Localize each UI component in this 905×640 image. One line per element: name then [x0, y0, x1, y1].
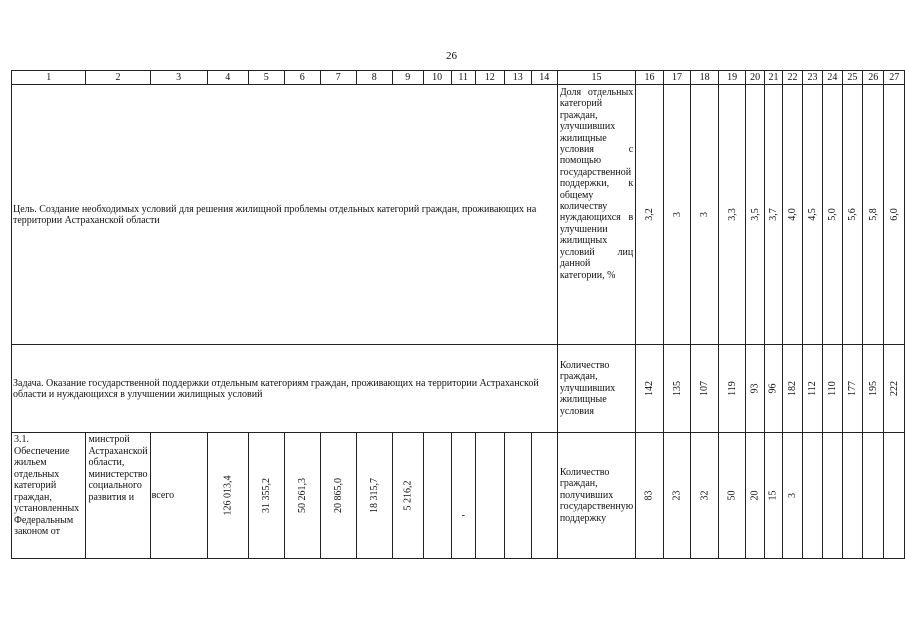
- col-header: 26: [863, 71, 884, 85]
- amount-cell: 50 261,3: [284, 433, 320, 559]
- task-value: 112: [802, 345, 822, 433]
- goal-value: 3,7: [764, 85, 782, 345]
- col-header: 2: [86, 71, 150, 85]
- task-value: 107: [691, 345, 719, 433]
- col-header: 7: [320, 71, 356, 85]
- amount-cell: 20 865,0: [320, 433, 356, 559]
- task-row: [12, 345, 905, 433]
- goal-value: 6,0: [884, 85, 905, 345]
- measure-value: [823, 433, 843, 559]
- goal-text: Цель. Создание необходимых условий для решения жилищной проблемы отдельных категорий граждан, проживающих на территории Астраханской области: [12, 85, 558, 345]
- goal-value: 3: [691, 85, 719, 345]
- col-header: 4: [207, 71, 248, 85]
- measure-executor: минстрой Астраханской области, министерство социального развития и: [86, 433, 150, 559]
- col-header: 19: [718, 71, 746, 85]
- col-header: 9: [392, 71, 423, 85]
- amount-cell: 5 216,2: [392, 433, 423, 559]
- col-header: 14: [531, 71, 557, 85]
- goal-indicator: Доля отдельных категорий граждан, улучшивших жилищные условия с помощью государственной поддержки, к общему количеству нуждающихся в улучшении жилищных условий лиц данной категории, %: [557, 85, 635, 345]
- amount-cell: [423, 433, 451, 559]
- program-table: [11, 70, 905, 559]
- goal-value: 5,8: [863, 85, 884, 345]
- measure-value: [802, 433, 822, 559]
- goal-row: [12, 85, 905, 345]
- task-value: 182: [783, 345, 803, 433]
- task-indicator: Количество граждан, улучшивших жилищные условия: [557, 345, 635, 433]
- amount-cell: [504, 433, 531, 559]
- col-header: 13: [504, 71, 531, 85]
- goal-value: 4,0: [783, 85, 803, 345]
- amount-cell: -: [451, 433, 475, 559]
- col-header: 16: [636, 71, 664, 85]
- amount-cell: [531, 433, 557, 559]
- col-header: 18: [691, 71, 719, 85]
- col-header: 23: [802, 71, 822, 85]
- task-value: 177: [842, 345, 862, 433]
- task-value: 142: [636, 345, 664, 433]
- goal-value: 5,6: [842, 85, 862, 345]
- task-value: 195: [863, 345, 884, 433]
- task-value: 119: [718, 345, 746, 433]
- page-number: 26: [446, 50, 457, 62]
- measure-value: 15: [764, 433, 782, 559]
- goal-value: 3,3: [718, 85, 746, 345]
- col-header: 25: [842, 71, 862, 85]
- measure-value: [884, 433, 905, 559]
- measure-value: 50: [718, 433, 746, 559]
- col-header: 12: [475, 71, 504, 85]
- amount-cell: 31 355,2: [248, 433, 284, 559]
- amount-cell: [475, 433, 504, 559]
- col-header: 6: [284, 71, 320, 85]
- goal-value: 5,0: [823, 85, 843, 345]
- col-header: 11: [451, 71, 475, 85]
- goal-value: 3,5: [746, 85, 764, 345]
- measure-row: [12, 433, 905, 559]
- amount-cell: 18 315,7: [356, 433, 392, 559]
- measure-name: 3.1. Обеспечение жильем отдельных категорий граждан, установленных Федеральным законом от: [12, 433, 86, 559]
- col-header: 27: [884, 71, 905, 85]
- col-header: 1: [12, 71, 86, 85]
- column-number-row: [12, 71, 905, 85]
- measure-value: 20: [746, 433, 764, 559]
- col-header: 17: [663, 71, 691, 85]
- task-value: 222: [884, 345, 905, 433]
- measure-value: [863, 433, 884, 559]
- measure-indicator: Количество граждан, получивших государственную поддержку: [557, 433, 635, 559]
- col-header: 22: [783, 71, 803, 85]
- measure-value: 23: [663, 433, 691, 559]
- measure-value: 3: [783, 433, 803, 559]
- task-value: 135: [663, 345, 691, 433]
- task-value: 96: [764, 345, 782, 433]
- col-header: 21: [764, 71, 782, 85]
- col-header: 10: [423, 71, 451, 85]
- funding-source: всего: [150, 433, 207, 559]
- task-text: Задача. Оказание государственной поддержки отдельным категориям граждан, проживающих на территории Астраханской области и нуждающихся в улучшении жилищных условий: [12, 345, 558, 433]
- col-header: 3: [150, 71, 207, 85]
- goal-value: 3,2: [636, 85, 664, 345]
- col-header: 8: [356, 71, 392, 85]
- goal-value: 3: [663, 85, 691, 345]
- measure-value: 32: [691, 433, 719, 559]
- amount-cell: 126 013,4: [207, 433, 248, 559]
- measure-value: [842, 433, 862, 559]
- goal-value: 4,5: [802, 85, 822, 345]
- col-header: 5: [248, 71, 284, 85]
- task-value: 110: [823, 345, 843, 433]
- col-header: 24: [823, 71, 843, 85]
- task-value: 93: [746, 345, 764, 433]
- col-header: 15: [557, 71, 635, 85]
- col-header: 20: [746, 71, 764, 85]
- measure-value: 83: [636, 433, 664, 559]
